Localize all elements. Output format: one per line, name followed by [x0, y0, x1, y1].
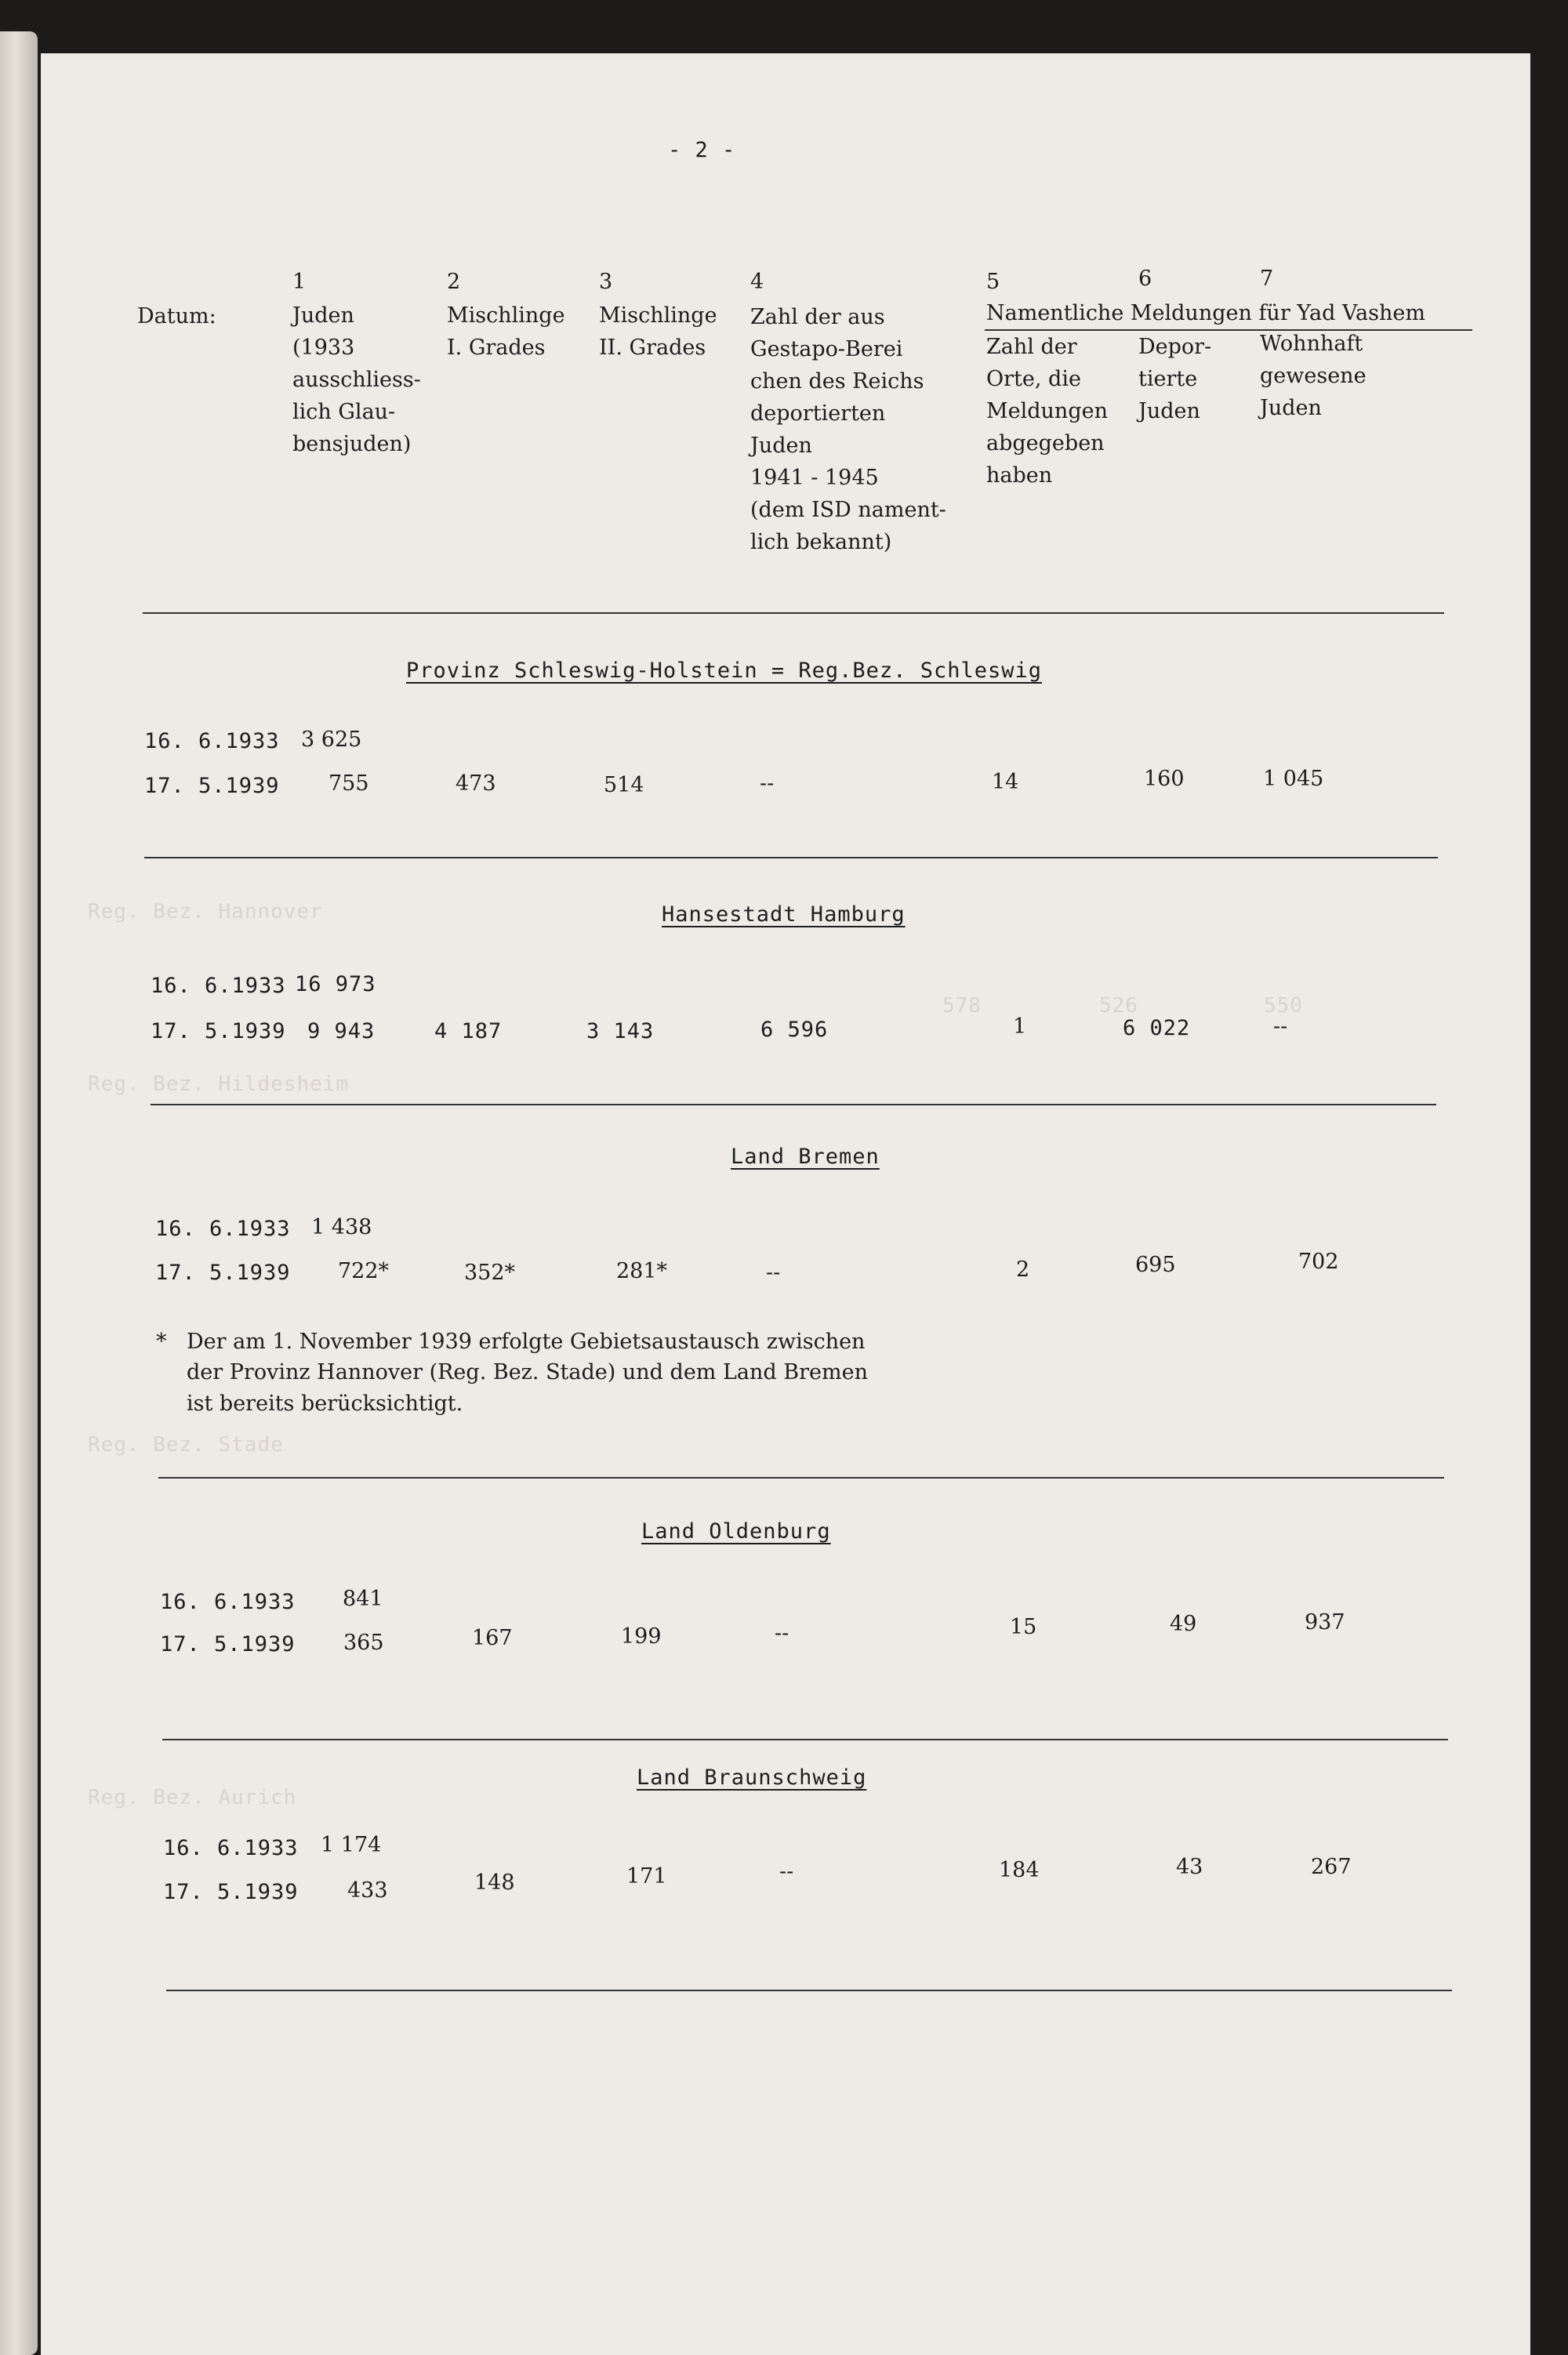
- col-7-num: 7: [1260, 267, 1274, 291]
- section-title-hamburg: Hansestadt Hamburg: [662, 902, 906, 927]
- col-6-label: Depor- tierte Juden: [1138, 335, 1212, 423]
- row-date: 16. 6.1933: [163, 1836, 299, 1860]
- cell-c1: 1 438: [311, 1215, 372, 1239]
- cell-c5: 14: [992, 770, 1019, 794]
- col-3-label: Mischlinge II. Grades: [599, 303, 717, 360]
- header-rule: [143, 612, 1444, 614]
- cell-c5: 184: [999, 1858, 1040, 1882]
- col-2-num: 2: [447, 270, 461, 294]
- page-number: - 2 -: [668, 138, 736, 162]
- cell-c2: 352*: [464, 1261, 516, 1285]
- row-date: 17. 5.1939: [151, 1019, 286, 1043]
- cell-c5: 1: [1013, 1014, 1027, 1039]
- cell-c4: --: [766, 1261, 781, 1285]
- footnote-mark: *: [156, 1330, 167, 1354]
- meldungen-span-label: Namentliche Meldungen für Yad Vashem: [986, 301, 1425, 325]
- cell-c7: 702: [1298, 1250, 1339, 1274]
- cell-c3: 199: [621, 1624, 662, 1649]
- cell-c4: --: [779, 1860, 794, 1884]
- datum-label: Datum:: [137, 304, 216, 328]
- cell-c2: 473: [456, 771, 496, 796]
- section-title-braunschweig: Land Braunschweig: [637, 1765, 867, 1790]
- col-2-label: Mischlinge I. Grades: [447, 303, 565, 360]
- cell-c1: 433: [347, 1878, 388, 1903]
- section-rule: [166, 1990, 1452, 1991]
- col-4-num: 4: [750, 270, 764, 294]
- col-5-label: Zahl der Orte, die Meldungen abgegeben haben: [986, 335, 1108, 488]
- cell-c1: 755: [328, 771, 369, 796]
- row-date: 16. 6.1933: [155, 1217, 291, 1241]
- cell-c7: 267: [1311, 1855, 1352, 1879]
- cell-c7: --: [1273, 1014, 1288, 1039]
- cell-c1: 16 973: [295, 972, 376, 996]
- cell-c6: 43: [1176, 1855, 1203, 1879]
- col-7-label: Wohnhaft gewesene Juden: [1260, 332, 1367, 420]
- row-date: 17. 5.1939: [160, 1632, 296, 1656]
- cell-c3: 3 143: [586, 1019, 655, 1043]
- cell-c1: 3 625: [301, 728, 362, 752]
- cell-c1: 722*: [338, 1259, 390, 1283]
- cell-c2: 148: [474, 1871, 515, 1895]
- section-rule: [162, 1739, 1448, 1740]
- cell-c7: 937: [1305, 1610, 1345, 1635]
- cell-c6: 6 022: [1123, 1016, 1191, 1040]
- col-6-num: 6: [1138, 267, 1152, 291]
- section-title-oldenburg: Land Oldenburg: [641, 1519, 831, 1544]
- row-date: 16. 6.1933: [160, 1590, 296, 1614]
- col-1-num: 1: [292, 270, 307, 294]
- cell-c7: 1 045: [1263, 767, 1324, 791]
- cell-c1: 841: [343, 1587, 383, 1611]
- col-4-label: Zahl der aus Gestapo-Berei chen des Reichs deportierten Juden 1941 - 1945 (dem ISD nament- lich bekannt): [750, 305, 946, 554]
- cell-c4: --: [760, 771, 775, 796]
- row-date: 17. 5.1939: [144, 774, 280, 798]
- cell-c6: 49: [1170, 1612, 1197, 1636]
- cell-c6: 160: [1144, 767, 1185, 791]
- cell-c1: 365: [343, 1631, 384, 1655]
- cell-c6: 695: [1135, 1253, 1176, 1277]
- footnote-line: Der am 1. November 1939 erfolgte Gebietsaustausch zwischen: [187, 1330, 866, 1354]
- cell-c4: --: [775, 1621, 789, 1646]
- row-date: 16. 6.1933: [151, 974, 286, 998]
- cell-c2: 4 187: [434, 1019, 503, 1043]
- cell-c5: 2: [1016, 1257, 1030, 1282]
- cell-c2: 167: [472, 1626, 513, 1650]
- section-rule: [151, 1104, 1436, 1105]
- binder-edge: [0, 31, 38, 2355]
- cell-c5: 15: [1010, 1615, 1037, 1639]
- cell-c1: 9 943: [307, 1019, 376, 1043]
- section-rule: [144, 857, 1438, 858]
- cell-c3: 171: [626, 1864, 667, 1889]
- row-date: 16. 6.1933: [144, 729, 280, 753]
- footnote-line: ist bereits berücksichtigt.: [187, 1392, 463, 1416]
- section-title-bremen: Land Bremen: [731, 1145, 880, 1169]
- section-title-schleswig-holstein: Provinz Schleswig-Holstein = Reg.Bez. Schleswig: [406, 659, 1043, 683]
- document-page: Reg. Bez. Hannover Reg. Bez. Hildesheim Reg. Bez. Stade Reg. Bez. Aurich 578 526 550 - 2 - Datum: 1 Juden (1933 ausschliess- lich Glau- bensjuden) 2 Mischlinge I. Grades 3 Mischlinge II. Grades 4 Zahl der aus Gestapo-Berei chen des Reichs deportierten Juden 1941 - 1945 (dem ISD nament- lich bekannt) 5 Namentliche Meldungen für Yad Vashem Zahl der Orte, die Meldungen abgegeben haben 6 Depor- tierte Juden 7 Wohnhaft gewesene Juden Provinz Schleswig-Holstein = Reg.Bez. Schleswig 16. 6.1933 3 625 17. 5.1939 755 473 514 -- 14 160 1 045 Hansestadt Hamburg 16. 6.1933 16 973 17. 5.1939 9 943 4 187 3 143 6 596 1 6 022 -- Land Bremen 16. 6.1933 1 438 17. 5.1939 722* 352* 281* -- 2 695 702 * Der am 1. November 1939 erfolgte Gebietsaustausch zwischen der Provinz Hannover (Reg. Bez. Stade) und dem Land Bremen ist bereits berücksichtigt. Land Oldenburg 16. 6.1933 841 17. 5.1939 365 167 199 -- 15 49 937 Land Braunschweig 16. 6.1933 1 174 17. 5.1939 433 148 171 -- 184 43 267: [41, 53, 1530, 2355]
- col-5-num: 5: [986, 270, 1000, 294]
- cell-c3: 514: [604, 773, 644, 797]
- cell-c4: 6 596: [760, 1018, 829, 1042]
- row-date: 17. 5.1939: [155, 1261, 291, 1285]
- cell-c1: 1 174: [321, 1833, 382, 1857]
- col-1-label: Juden (1933 ausschliess- lich Glau- bensjuden): [292, 303, 421, 456]
- cell-c3: 281*: [616, 1259, 668, 1283]
- row-date: 17. 5.1939: [163, 1880, 299, 1904]
- col-3-num: 3: [599, 270, 613, 294]
- section-rule: [158, 1477, 1444, 1479]
- footnote-line: der Provinz Hannover (Reg. Bez. Stade) und dem Land Bremen: [187, 1360, 868, 1384]
